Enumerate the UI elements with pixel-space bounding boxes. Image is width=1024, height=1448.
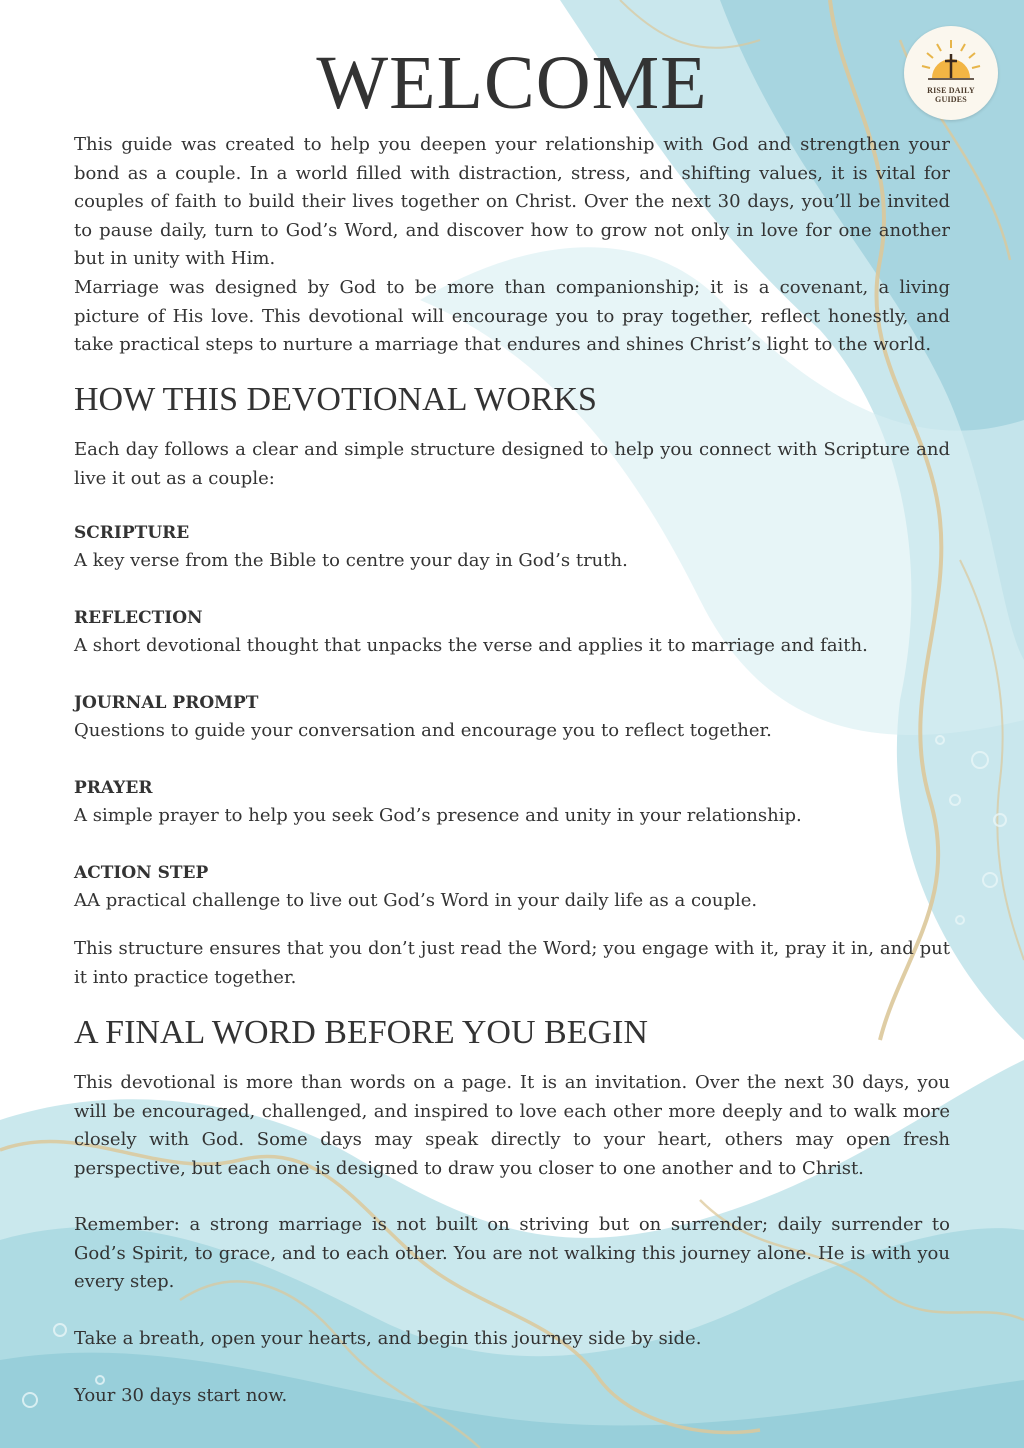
section-desc-action-step: AA practical challenge to live out God’s Word in your daily life as a couple. bbox=[74, 890, 758, 911]
page-title: WELCOME bbox=[316, 41, 708, 125]
section-desc-journal-prompt: Questions to guide your conversation and encourage you to reflect together. bbox=[74, 720, 772, 741]
section-desc-scripture: A key verse from the Bible to centre your day in God’s truth. bbox=[74, 550, 628, 571]
section-label-reflection: REFLECTION bbox=[74, 608, 203, 628]
section-label-journal-prompt: JOURNAL PROMPT bbox=[74, 693, 259, 713]
final-word-heading: A FINAL WORD BEFORE YOU BEGIN bbox=[74, 1014, 648, 1051]
final-paragraph-3: Take a breath, open your hearts, and begin this journey side by side. bbox=[74, 1328, 702, 1349]
final-paragraph-4: Your 30 days start now. bbox=[74, 1385, 288, 1406]
how-it-works-intro: Each day follows a clear and simple structure designed to help you connect with Scripture and live it out as a couple: bbox=[74, 439, 950, 489]
section-label-action-step: ACTION STEP bbox=[74, 863, 209, 883]
logo-text-line1: RISE DAILY bbox=[927, 86, 975, 95]
section-desc-prayer: A simple prayer to help you seek God’s presence and unity in your relationship. bbox=[74, 805, 802, 826]
how-it-works-outro: This structure ensures that you don’t just read the Word; you engage with it, pray it in, and put it into practice together. bbox=[74, 938, 950, 988]
how-it-works-heading: HOW THIS DEVOTIONAL WORKS bbox=[74, 381, 597, 418]
final-paragraph-1: This devotional is more than words on a page. It is an invitation. Over the next 30 days, you will be encouraged, challenged, and inspired to love each other more deeply and to walk more closely with God. Some days may speak directly to your heart, others may open fresh perspective, but each one is designed to draw you closer to one another and to Christ. bbox=[74, 1072, 950, 1179]
intro-paragraph-1: This guide was created to help you deepen your relationship with God and strengthen your bond as a couple. In a world filled with distraction, stress, and shifting values, it is vital for couples of faith to build their lives together on Christ. Over the next 30 days, you’ll be invited to pause daily, turn to God’s Word, and discover how to grow not only in love for one another but in unity with Him. bbox=[74, 134, 950, 270]
intro-paragraph-2: Marriage was designed by God to be more than companionship; it is a covenant, a living picture of His love. This devotional will encourage you to pray together, reflect honestly, and take practical steps to nurture a marriage that endures and shines Christ’s light to the world. bbox=[74, 277, 950, 356]
section-label-scripture: SCRIPTURE bbox=[74, 523, 190, 543]
section-desc-reflection: A short devotional thought that unpacks the verse and applies it to marriage and faith. bbox=[74, 635, 868, 656]
logo-text-line2: GUIDES bbox=[935, 95, 967, 104]
section-label-prayer: PRAYER bbox=[74, 778, 153, 798]
final-paragraph-2: Remember: a strong marriage is not built on striving but on surrender; daily surrender to God’s Spirit, to grace, and to each other. You are not walking this journey alone. He is with you every step. bbox=[74, 1214, 950, 1293]
